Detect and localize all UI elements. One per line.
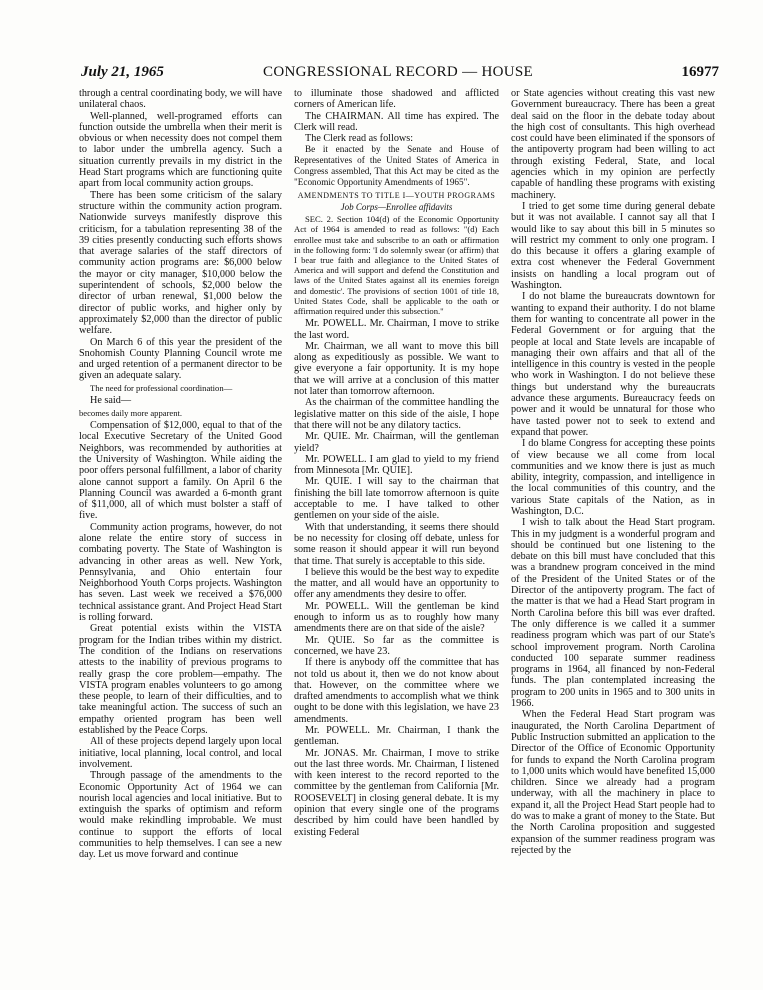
page-header [77, 64, 719, 84]
column-middle [294, 88, 499, 988]
section-heading: AMENDMENTS TO TITLE I—YOUTH PROGRAMS [297, 190, 496, 200]
paragraph: On March 6 of this year the president of the Snohomish County Planning Council wrote me and urged retention of a permanent director to be given an adequate salary. [79, 336, 282, 382]
paragraph: Through passage of the amendments to the Economic Opportunity Act of 1964 we can nourish local agencies and local initiative. But to extinguish the sparks of optimism and reform would make rekindling improbable. We must continue to support the efforts of local communities to help themselves. I can see a new day. Let us move forward and continue [79, 770, 282, 861]
paragraph: When the Federal Head Start program was inaugurated, the North Carolina Department of Public Instruction submitted an application to the Director of the Office of Economic Opportunity for funds to expand the North Carolina program to 1,000 units which would have benefited 15,000 children. Since we already had a program underway, with all the machinery in place to expand it, all the Project Head Start people had to do was to make a grant of money to the State. But the North Carolina proposition and suggested expansion of the summer readiness program was rejected by the [511, 709, 715, 856]
paragraph: The Clerk read as follows: [305, 133, 414, 145]
paragraph: Mr. Chairman, we all want to move this bill along as expeditiously as possible. We want to give everyone a fair opportunity. It is my hope that we will arrive at a conclusion of this matter not later than tomorrow afternoon. [294, 340, 499, 398]
paragraph: Mr. QUIE. So far as the committee is concerned, we have 23. [294, 634, 499, 657]
paragraph: Mr. JONAS. Mr. Chairman, I move to strike out the last three words. Mr. Chairman, I listened with keen interest to the record reported to the committee by the gentleman from California [Mr. ROOSEVELT] in closing general debate. It is my opinion that every single one of the programs described by him could have been handled by existing Federal [294, 747, 499, 838]
paragraph: With that understanding, it seems there should be no necessity for closing off debate, unless for some reason it should appear it will run beyond that time. That surely is acceptable to this side. [294, 521, 499, 567]
page-number: 16977 [681, 64, 719, 80]
paragraph: I do not blame the bureaucrats downtown for wanting to expand their authority. I do not blame them for wanting to concentrate all power in the Federal Government or for arguing that the people at local and State levels are incapable of managing their own affairs and that all of the intelligence in this country is vested in the people who work in Washington. I do not believe these things but understand why the bureaucrats advance these arguments. Bureaucracy feeds on power and it would be unnatural for those who have tasted power not to seek to extend and expand that power. [511, 291, 715, 438]
paragraph: If there is anybody off the committee that has not told us about it, then we do not know about that. However, on the committee where we drafted amendments to accomplish what we think ought to be done with this legislation, we have 23 amendments. [294, 657, 499, 725]
paragraph: Community action programs, however, do not alone relate the entire story of success in combating poverty. The State of Washington is advancing in other areas as well. New York, Pennsylvania, and Ohio entertain four Neighborhood Youth Corps projects. Washington has seven. Last week we received a $76,000 technical assistance grant. And Project Head Start is rolling forward. [79, 521, 282, 624]
quotation: The need for professional coordination— [90, 382, 233, 393]
paragraph: Mr. POWELL. Mr. Chairman, I thank the gentleman. [294, 724, 499, 748]
paragraph: He said— [90, 395, 132, 407]
paragraph: Mr. POWELL. I am glad to yield to my friend from Minnesota [Mr. QUIE]. [294, 453, 499, 477]
paragraph: Compensation of $12,000, equal to that of the local Executive Secretary of the United Good Neighbors, was recommended by authorities at the University of Washington. While aiding the poor offers personal fulfillment, a labor of charity alone cannot support a family. On April 6 the Planning Council was awarded a 6-month grant of $11,000, all of which must bolster a staff of five. [79, 420, 282, 522]
column-right [511, 88, 715, 988]
paragraph: to illuminate those shadowed and afflicted corners of American life. [294, 88, 499, 111]
paragraph: Mr. QUIE. Mr. Chairman, will the gentleman yield? [294, 431, 499, 454]
quotation: becomes daily more apparent. [79, 407, 183, 418]
publication-title: CONGRESSIONAL RECORD — HOUSE [263, 64, 533, 80]
subsection-heading: Job Corps—Enrollee affidavits [340, 201, 453, 212]
paragraph: The CHAIRMAN. All time has expired. The Clerk will read. [294, 110, 499, 133]
paragraph: There has been some criticism of the salary structure within the community action program. Nationwide surveys manifestly disprove this criticism, for a tabulation representing 38 of the 39 cities presently conducting such efforts shows that average salaries of the staff directors of community action programs are: $6,000 below the mayor or city manager, $10,000 below the superintendent of schools, $2,000 below the director of urban renewal, $1,000 below the director of public works, and higher only by approximately $2,000 than the director of public welfare. [79, 189, 282, 337]
paragraph: I do blame Congress for accepting these points of view because we all come from local communities and we know there is just as much ability, integrity, compassion, and intelligence in the local communities of this country, and the various State capitals of the Nation, as in Washington, D.C. [511, 438, 715, 517]
issue-date: July 21, 1965 [81, 64, 164, 80]
paragraph: Mr. POWELL. Will the gentleman be kind enough to inform us as to roughly how many amendments there are on that side of the aisle? [294, 600, 499, 635]
paragraph: As the chairman of the committee handling the legislative matter on this side of the aisle, I hope that there will not be any dilatory tactics. [294, 397, 499, 431]
paragraph: I wish to talk about the Head Start program. This in my judgment is a wonderful program and should be continued but one listening to the debate on this bill must have concluded that this was a brandnew program conceived in the mind of the President of the United States or of the Director of the antipoverty program. The fact of the matter is that we had a Head Start program in North Carolina before this bill was ever drafted. The only difference is we called it a summer readiness program which was part of our State's school improvement program. North Carolina conducted 100 separate summer readiness programs in 1964, all financed by non-Federal funds. The plan contemplated increasing the program to 200 units in 1965 and to 300 units in 1966. [511, 517, 715, 710]
column-left [79, 88, 282, 988]
bill-section: SEC. 2. Section 104(d) of the Economic Opportunity Act of 1964 is amended to read as follows: "(d) Each enrollee must take and subscribe to an oath or affirmation in the following form: 'I do solemnly swear (or affirm) that I bear true faith and allegiance to the United States of America and will support and defend the Constitution and laws of the United States against all its enemies foreign and domestic'. The provisions of section 1001 of title 18, United States Code, shall be applicable to the oath or affirmation required under this subsection." [294, 214, 499, 317]
enacting-clause: Be it enacted by the Senate and House of Representatives of the United States of America in Congress assembled, That this Act may be cited as the "Economic Opportunity Amendments of 1965". [294, 144, 499, 187]
paragraph: I believe this would be the best way to expedite the matter, and all would have an opportunity to offer any amendments they desire to offer. [294, 566, 499, 601]
paragraph: Great potential exists within the VISTA program for the Indian tribes within my district. The condition of the Indians on reservations attests to the inability of previous programs to really grasp the core problem—empathy. The VISTA program enables volunteers to go among these people, to learn of their difficulties, and to take meaningful action. The success of such an empathy oriented program has been well established by the Peace Corps. [79, 623, 282, 737]
paragraph: Mr. POWELL. Mr. Chairman, I move to strike the last word. [294, 318, 499, 341]
paragraph: through a central coordinating body, we will have unilateral chaos. [79, 88, 282, 111]
paragraph: Mr. QUIE. I will say to the chairman that finishing the bill late tomorrow afternoon is quite acceptable to me. I have talked to other gentlemen on your side of the aisle. [294, 476, 499, 522]
paragraph: All of these projects depend largely upon local initiative, local planning, local control, and local involvement. [79, 736, 282, 770]
paragraph: Well-planned, well-programed efforts can function outside the umbrella when their merit is obvious or when necessity does not compel them to labor under the umbrella agency. Such a situation currently prevails in my district in the Head Start programs which are functioning quite apart from local community action groups. [79, 110, 282, 190]
paragraph: I tried to get some time during general debate but it was not available. I cannot say all that I would like to say about this bill in 5 minutes so will restrict my comment to only one program. I do this because it offers a glaring example of extra cost whenever the Federal Government insists on handling a local program out of Washington. [511, 200, 715, 292]
paragraph: or State agencies without creating this vast new Government bureaucracy. There has been a great deal said on the floor in the debate today about the high cost of consultants. This high overhead cost could have been eliminated if the sponsors of the antipoverty program had been willing to act through existing Federal, State, and local agencies which in my opinion are perfectly capable of handling these programs with existing machinery. [511, 88, 715, 201]
